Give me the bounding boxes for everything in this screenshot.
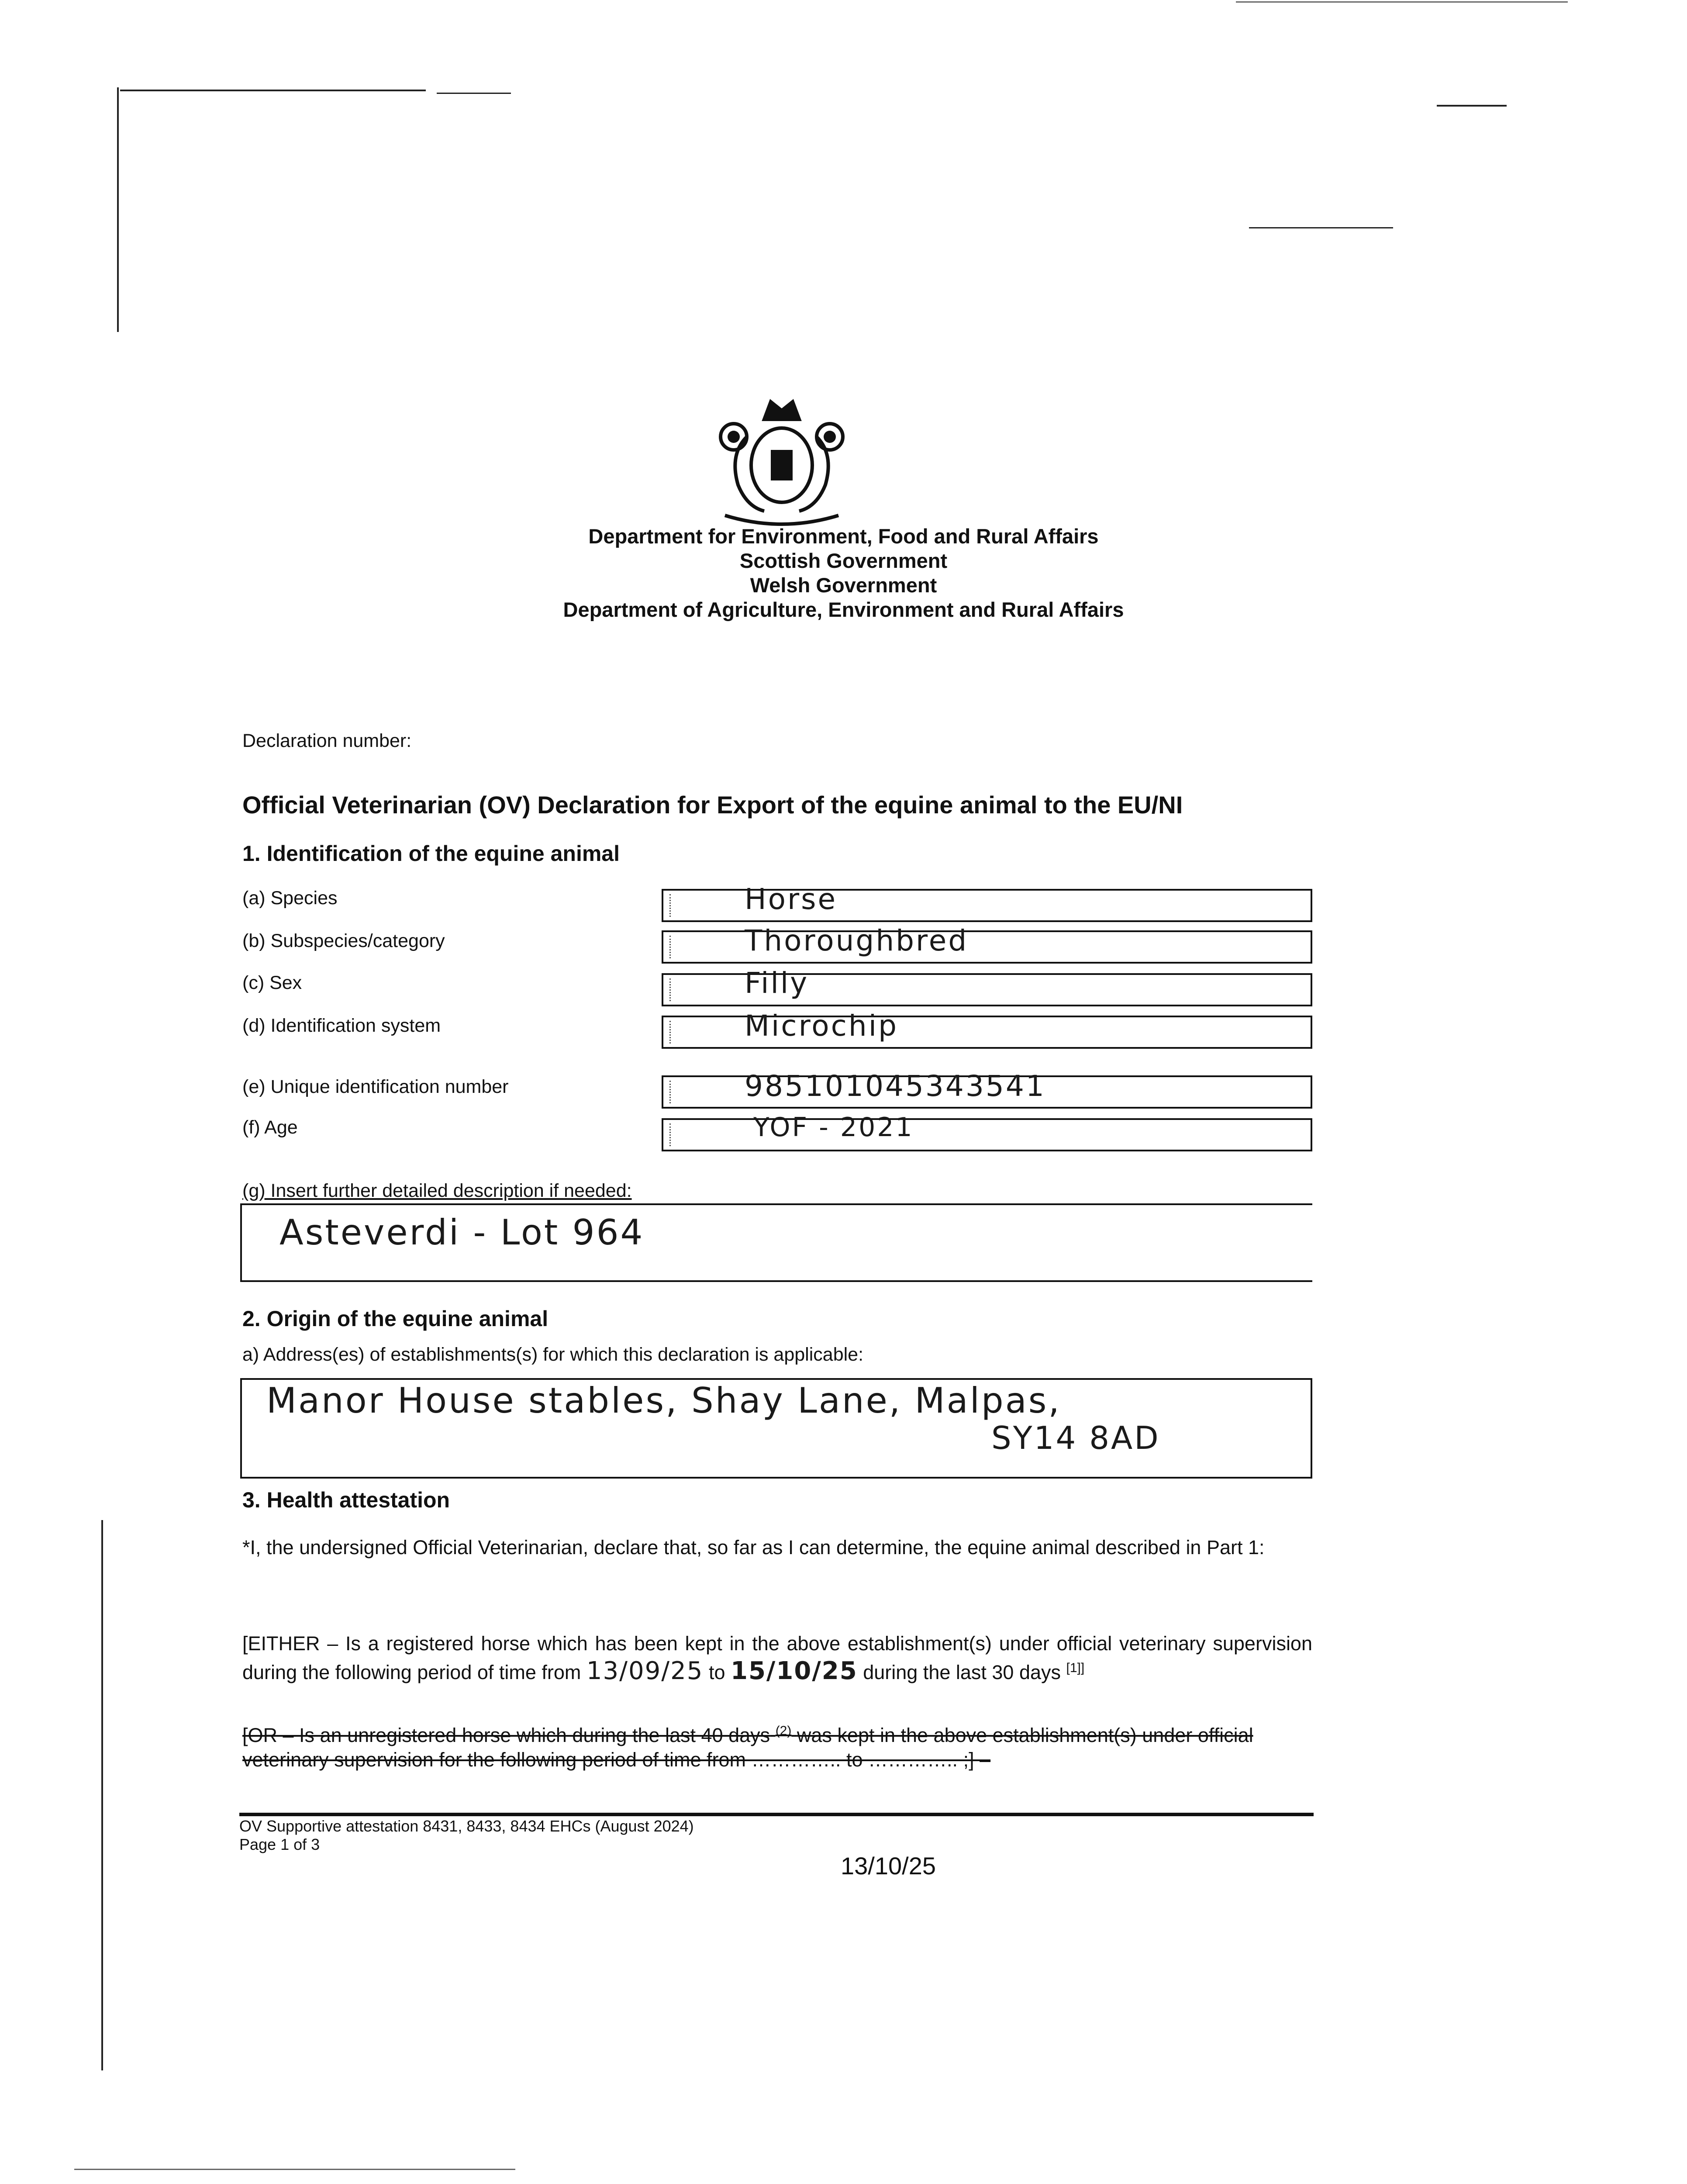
further-description-value: Asteverdi - Lot 964 [279, 1212, 645, 1253]
sex-label: (c) Sex [242, 972, 302, 993]
subspecies-label: (b) Subspecies/category [242, 930, 445, 951]
footer-rule [239, 1813, 1314, 1816]
scan-edge-top-far [1236, 1, 1568, 3]
or-text-2: was kept in the above establishment(s) under official veterinary supervision for the following period of time from ………….. to ………….. ;] – [242, 1724, 1253, 1771]
identification-system-label: (d) Identification system [242, 1015, 441, 1036]
scan-edge-left [117, 87, 119, 332]
either-to: to [708, 1661, 725, 1683]
or-text: [OR – Is an unregistered horse which during the last 40 days [242, 1724, 770, 1746]
age-label: (f) Age [242, 1117, 298, 1138]
section1-heading: 1. Identification of the equine animal [242, 841, 620, 866]
further-description-label: (g) Insert further detailed description if needed: [242, 1180, 632, 1201]
address-line1: Manor House stables, Shay Lane, Malpas, [266, 1380, 1061, 1421]
scan-edge-left-lower [101, 1520, 103, 2070]
document-title: Official Veterinarian (OV) Declaration for Export of the equine animal to the EU/NI [242, 791, 1183, 819]
footer-attestation: OV Supportive attestation 8431, 8433, 8434 EHCs (August 2024) [239, 1817, 694, 1835]
address-label: a) Address(es) of establishments(s) for which this declaration is applicable: [242, 1344, 864, 1365]
field-tick [669, 1081, 671, 1103]
field-tick [669, 894, 671, 917]
agency-scottish-government: Scottish Government [739, 549, 948, 572]
either-clause [242, 1631, 1312, 1685]
or-reference: (2) [775, 1724, 792, 1738]
subspecies-value: Thoroughbred [745, 924, 969, 957]
either-text-2: during the last 30 days [863, 1661, 1061, 1683]
scan-edge-top [120, 90, 426, 91]
scan-edge-top-right [1437, 105, 1507, 107]
field-tick [669, 936, 671, 958]
species-label: (a) Species [242, 888, 338, 909]
species-value: Horse [745, 882, 838, 916]
health-attestation-intro: *I, the undersigned Official Veterinarian, declare that, so far as I can determine, the equine animal described in Part 1: [242, 1536, 1265, 1559]
section2-heading: 2. Origin of the equine animal [242, 1306, 549, 1331]
agency-defra: Department for Environment, Food and Rural Affairs [588, 525, 1099, 548]
sex-value: Filly [745, 966, 809, 1000]
footer-page-number: Page 1 of 3 [239, 1835, 320, 1853]
either-date-to: 15/10/25 [731, 1657, 858, 1685]
field-tick [669, 1021, 671, 1044]
either-reference: [1]] [1066, 1661, 1085, 1675]
agency-welsh-government: Welsh Government [750, 574, 937, 597]
field-tick [669, 1123, 671, 1146]
field-tick [669, 978, 671, 1001]
unique-id-value: 985101045343541 [745, 1069, 1046, 1103]
identification-system-value: Microchip [745, 1009, 898, 1043]
age-value: YOF - 2021 [753, 1112, 914, 1143]
either-text-1: [EITHER – Is a registered horse which has been kept in the above establishment(s) under official veterinary supervision during the following period of time from [242, 1632, 1312, 1683]
declaration-number-label: Declaration number: [242, 730, 412, 751]
scan-edge-bottom [74, 2169, 515, 2170]
or-clause-struck [242, 1719, 1312, 1772]
scan-edge-top-right-2 [1249, 227, 1393, 228]
agency-daera: Department of Agriculture, Environment and Rural Affairs [563, 598, 1124, 621]
footer-date-stamp: 13/10/25 [841, 1852, 936, 1880]
royal-coat-of-arms-icon [699, 384, 865, 529]
scan-edge-top-mid [437, 93, 511, 94]
section3-heading: 3. Health attestation [242, 1488, 450, 1512]
either-date-from: 13/09/25 [586, 1657, 704, 1685]
address-line2: SY14 8AD [991, 1420, 1160, 1456]
unique-id-label: (e) Unique identification number [242, 1076, 509, 1097]
